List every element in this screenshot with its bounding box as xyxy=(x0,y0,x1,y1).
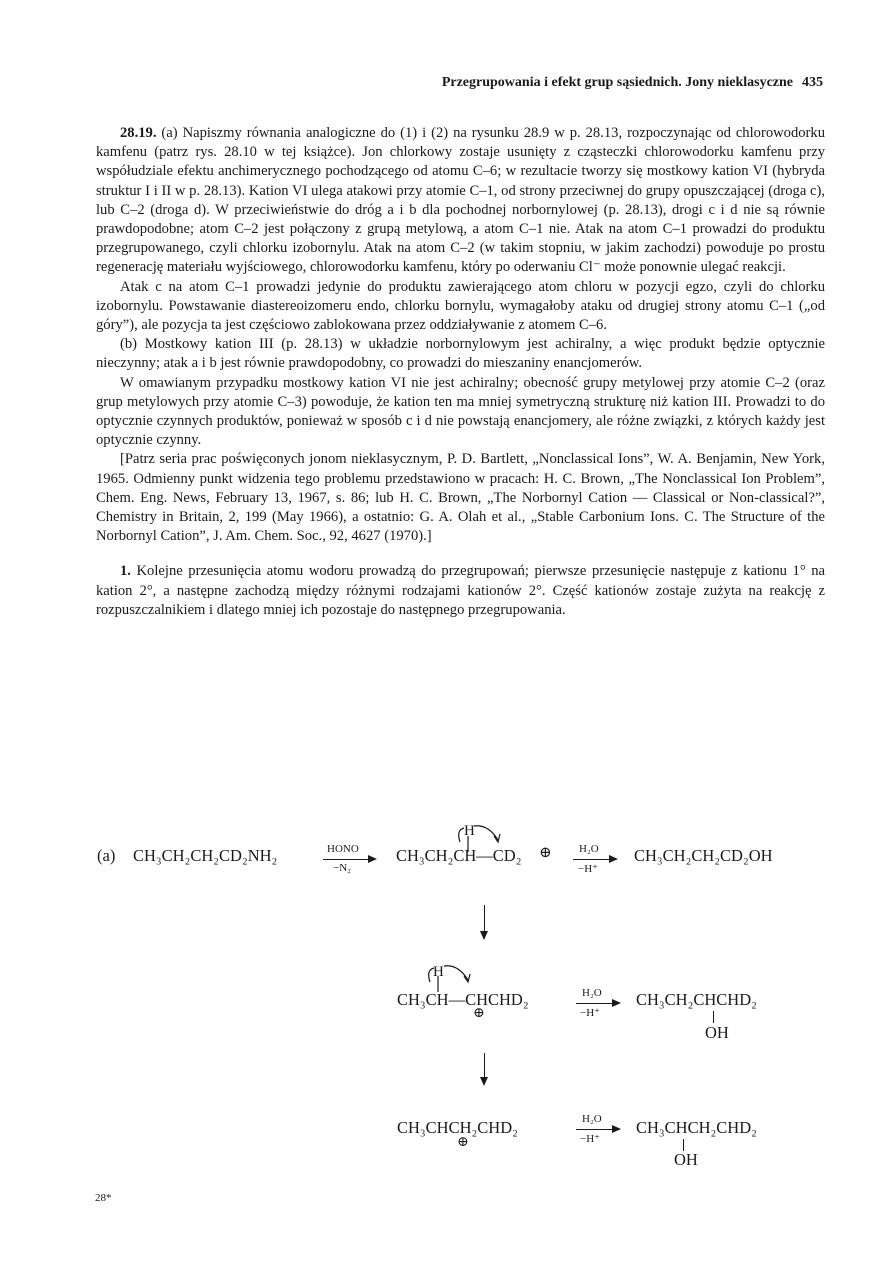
arrow-head xyxy=(609,855,618,863)
arrow-head xyxy=(612,1125,621,1133)
product-2-oh: OH xyxy=(705,1023,729,1042)
reagent-top: HONO xyxy=(327,843,359,855)
page-number: 435 xyxy=(802,75,823,90)
reaction-arrow-1 xyxy=(323,859,369,860)
header-title: Przegrupowania i efekt grup sąsiednich. Jony nieklasyczne xyxy=(441,75,793,90)
reaction-arrow-3 xyxy=(576,1003,613,1004)
hydrogen-atom: H xyxy=(464,823,475,839)
paragraph-attack-c xyxy=(96,278,825,336)
down-arrow-2 xyxy=(484,1053,485,1079)
down-arrow-1 xyxy=(484,905,485,933)
water-top: H₂O xyxy=(582,987,602,999)
product-3-oh: OH xyxy=(674,1150,698,1169)
paragraph-text: Atak c na atom C–1 prowadzi jedynie do produktu zawierającego atom chloru w pozycji egzo, czyli do chlorku izobornylu. Powstawanie diastereoizomeru endo, chlorku bornylu, wymagałoby ataku od drugiej strony atomu C–1 („od góry”), ale pozycja ta jest częściowo zablokowana przez oddziaływanie z atomem C–6. xyxy=(96,278,825,334)
paragraph-text: Kolejne przesunięcia atomu wodoru prowadzą do przegrupowań; pierwsze przesunięcie następuje z kationu 1° na kation 2°, a następne zachodzą między różnymi rodzajami kationów 2°. Część kationów zostaje zużyta na reakcję z rozpuszczalnikiem i dlatego mniej ich pozostaje do następnego przegrupowania. xyxy=(96,563,825,618)
paragraph-text: (a) Napiszmy równania analogiczne do (1) i (2) na rysunku 28.9 w p. 28.13, rozpoczynając od chlorowodorku kamfenu (patrz rys. 28.10 w tej książce). Jon chlorkowy zostaje usunięty z cząsteczki chlorowodorku kamfenu przy współudziale efektu anchimerycznego pochodzącego od atomu C–6; w rezultacie tworzy się mostkowy kation VI (hybryda struktur I i II w p. 28.13). Kation VI ulega atakowi przy atomie C–1, od strony przeciwnej do grupy opuszczającej (droga c), lub C–2 (droga d). W przeciwieństwie do dróg a i b dla pochodnej norbornylowej (p. 28.13), drogi c i d nie są równie prawdopodobne; atom C–2 jest połączony z grupą metylową, a atom C–1 nie. Atak na atom C–1 prowadzi do produktu przegrupowanego, czyli chlorku izobornylu. Atak na atom C–2 (w takim stopniu, w jakim zachodzi) powoduje po prostu regenerację materiału wyjściowego, chlorowodorku kamfenu, który po oderwaniu Cl⁻ może ponownie ulegać reakcji. xyxy=(96,125,825,276)
reaction-arrow-2 xyxy=(573,859,610,860)
signature-mark: 28* xyxy=(95,1192,112,1204)
oh-bond xyxy=(713,1011,714,1023)
body-text xyxy=(96,124,825,620)
paragraph-answer-1 xyxy=(96,562,825,620)
arrow-head xyxy=(480,931,488,940)
water-bottom: −H⁺ xyxy=(578,863,598,875)
product-2: CH₃CH₂CHCHD₂ xyxy=(636,990,757,1009)
hydrogen-atom: H xyxy=(433,964,444,980)
paragraph-cation-vi xyxy=(96,374,825,451)
primary-cation: CH₃CH₂CH—CD₂ xyxy=(396,846,522,865)
cation-charge: ⊕ xyxy=(457,1135,469,1150)
paragraph-lead: 28.19. xyxy=(120,125,157,141)
cation-charge: ⊕ xyxy=(539,845,552,861)
reactant-formula: CH₃CH₂CH₂CD₂NH₂ xyxy=(133,846,278,865)
cation-charge: ⊕ xyxy=(473,1006,485,1021)
paragraph-b xyxy=(96,335,825,373)
arrow-head xyxy=(368,855,377,863)
reagent-bottom: −N₂ xyxy=(333,862,351,874)
running-header xyxy=(0,73,893,93)
tertiary-cation: CH₃CHCH₂CHD₂ xyxy=(397,1118,518,1137)
secondary-cation: CH₃CH—CHCHD₂ xyxy=(397,990,529,1009)
scheme-label: (a) xyxy=(97,846,116,865)
arrow-head xyxy=(612,999,621,1007)
reaction-arrow-4 xyxy=(576,1129,613,1130)
product-1: CH₃CH₂CH₂CD₂OH xyxy=(634,846,773,865)
product-3: CH₃CHCH₂CHD₂ xyxy=(636,1118,757,1137)
paragraph-references xyxy=(96,450,825,546)
water-bottom: −H⁺ xyxy=(580,1007,600,1019)
paragraph-text: [Patrz seria prac poświęconych jonom nieklasycznym, P. D. Bartlett, „Nonclassical Ions”, W. A. Benjamin, New York, 1965. Odmienny punkt widzenia tego problemu przedstawiono w pracach: H. C. Brown, „The Nonclassical Ion Problem”, Chem. Eng. News, February 13, 1967, s. 86; lub H. C. Brown, „The Norbornyl Cation — Classical or Non-classical?”, Chemistry in Britain, 2, 199 (May 1966), a ostatnio: G. A. Olah et al., „Stable Carbonium Ions. C. The Structure of the Norbornyl Cation”, J. Am. Chem. Soc., 92, 4627 (1970).] xyxy=(96,451,825,545)
paragraph-lead: 1. xyxy=(120,563,131,580)
paragraph-28-19 xyxy=(96,124,825,278)
water-top: H₂O xyxy=(579,843,599,855)
arrow-head xyxy=(480,1077,488,1086)
water-top: H₂O xyxy=(582,1113,602,1125)
water-bottom: −H⁺ xyxy=(580,1133,600,1145)
paragraph-text: (b) Mostkowy kation III (p. 28.13) w układzie norbornylowym jest achiralny, a więc produkt będzie optycznie nieczynny; atak a i b jest równie prawdopodobny, co prowadzi do mieszaniny enancjomerów. xyxy=(96,336,825,372)
paragraph-text: W omawianym przypadku mostkowy kation VI nie jest achiralny; obecność grupy metylowej przy atomie C–2 (oraz grup metylowych przy atomie C–3) powoduje, że kation ten ma mniej symetryczną strukturę niż kation III. Prowadzi to do optycznie czynnych produktów, ponieważ w sposób c i d nie powstają enancjomery, ale różne związki, z których każdy jest optycznie czynny. xyxy=(96,374,825,449)
